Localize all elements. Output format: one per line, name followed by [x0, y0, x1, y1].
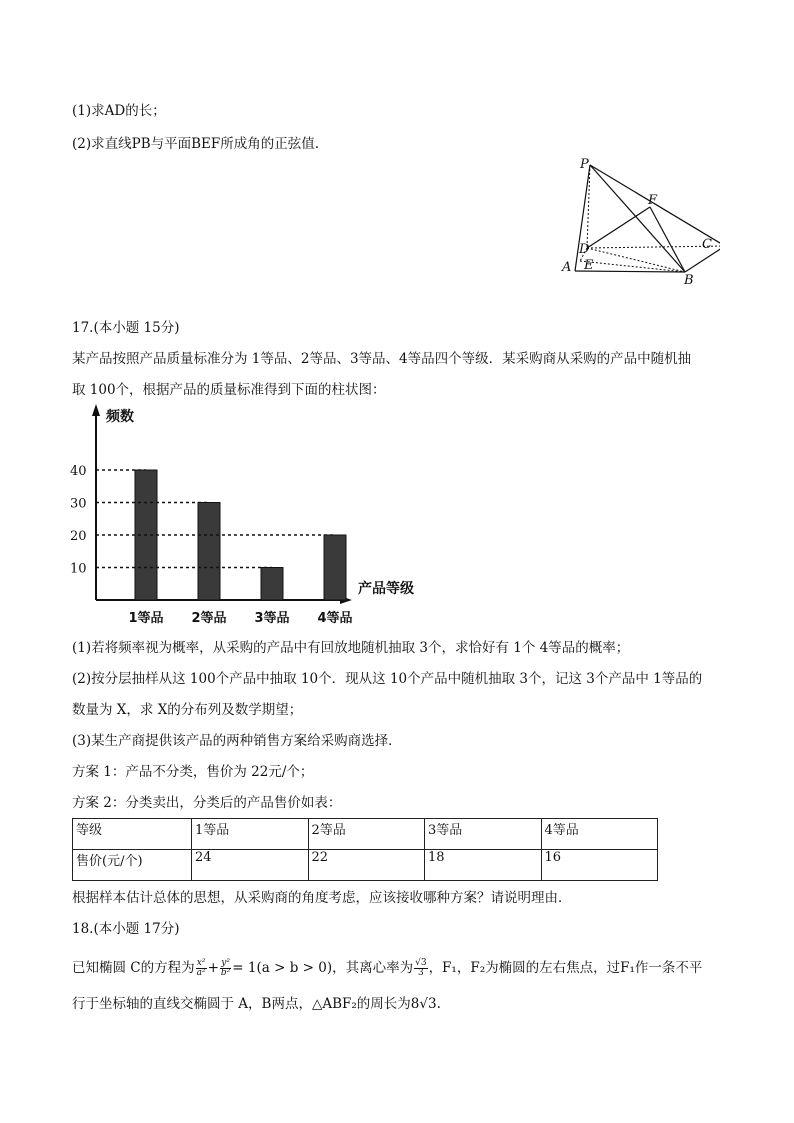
x-tick-label: 4等品 — [317, 611, 353, 626]
q17-part3: (3)某生产商提供该产品的两种销售方案给采购商选择． — [72, 733, 402, 749]
q18-header: 18.(本小题 17分) — [72, 921, 180, 937]
table-cell: 24 — [192, 850, 309, 881]
bar-chart — [60, 400, 440, 630]
label-B: B — [684, 273, 694, 288]
q17-header: 17.(本小题 15分) — [72, 320, 180, 336]
y-tick-label: 30 — [70, 496, 87, 512]
label-A: A — [562, 260, 572, 275]
table-cell: 2等品 — [308, 819, 425, 850]
table-cell: 售价(元/个) — [73, 850, 192, 881]
table-cell: 等级 — [73, 819, 192, 850]
table-cell: 3等品 — [425, 819, 542, 850]
y-axis-label: 频数 — [106, 409, 134, 425]
q18-line-1 — [72, 955, 702, 981]
eccentricity-fraction: $\frac{√3}{3}$ — [415, 958, 427, 978]
plan-1: 方案 1：产品不分类，售价为 22元/个； — [72, 764, 314, 780]
y-tick-label: 20 — [70, 529, 87, 544]
table-cell: 4等品 — [541, 819, 658, 850]
table-row — [73, 850, 658, 881]
fraction-y: $\frac{\text{y²}}{\text{b²}}$ — [220, 958, 231, 978]
label-C: C — [702, 237, 712, 252]
fraction-x: $\frac{\text{x²}}{\text{a²}}$ — [196, 958, 206, 978]
q16-part2: (2)求直线PB与平面BEF所成角的正弦值. — [72, 136, 320, 152]
label-F: F — [648, 193, 658, 208]
price-table — [72, 818, 658, 881]
y-axis-arrow — [92, 404, 100, 416]
table-cell: 1等品 — [192, 819, 309, 850]
q17-part2-b: 数量为 X，求 X的分布列及数学期望； — [72, 702, 303, 718]
plan-2: 方案 2：分类卖出，分类后的产品售价如表： — [72, 795, 342, 811]
label-E: E — [584, 258, 594, 273]
table-cell: 18 — [425, 850, 542, 881]
x-tick-label: 1等品 — [128, 611, 164, 626]
plus-sign: + — [207, 960, 219, 976]
bar — [324, 535, 346, 600]
label-P: P — [580, 157, 589, 172]
bar — [261, 568, 283, 601]
q18-text-a: 已知椭圆 C的方程为 — [72, 960, 195, 976]
q17-part2-a: (2)按分层抽样从这 100个产品中抽取 10个．现从这 10个产品中随机抽取 3个，记这 3个产品中 1等品的 — [72, 671, 703, 687]
x-tick-label: 3等品 — [254, 611, 290, 626]
pyramid-figure — [560, 155, 720, 290]
q18-text-b: ，F₁，F₂为椭圆的左右焦点，过F₁作一条不平 — [428, 960, 703, 976]
q18-line-2: 行于坐标轴的直线交椭圆于 A，B两点，△ABF₂的周长为8√3. — [72, 996, 441, 1012]
equation-tail: = 1(a > b > 0)，其离心率为 — [232, 960, 414, 976]
q17-part1: (1)若将频率视为概率，从采购的产品中有回放地随机抽取 3个，求恰好有 1个 4等品的概率； — [72, 640, 630, 656]
q16-part1: (1)求AD的长； — [72, 103, 166, 119]
x-tick-label: 2等品 — [191, 611, 227, 626]
bar — [198, 503, 220, 601]
q17-conclusion: 根据样本估计总体的思想，从采购商的角度考虑，应该接收哪种方案？请说明理由． — [72, 890, 572, 906]
table-cell: 16 — [541, 850, 658, 881]
q17-intro-2: 取 100个，根据产品的质量标准得到下面的柱状图： — [72, 382, 386, 398]
table-cell: 22 — [308, 850, 425, 881]
y-tick-label: 10 — [70, 561, 87, 577]
y-tick-label: 40 — [70, 464, 87, 479]
q17-intro-1: 某产品按照产品质量标准分为 1等品、2等品、3等品、4等品四个等级．某采购商从采购的产品中随机抽 — [72, 351, 692, 367]
x-axis-label: 产品等级 — [358, 581, 414, 597]
table-row — [73, 819, 658, 850]
label-D: D — [579, 242, 590, 257]
